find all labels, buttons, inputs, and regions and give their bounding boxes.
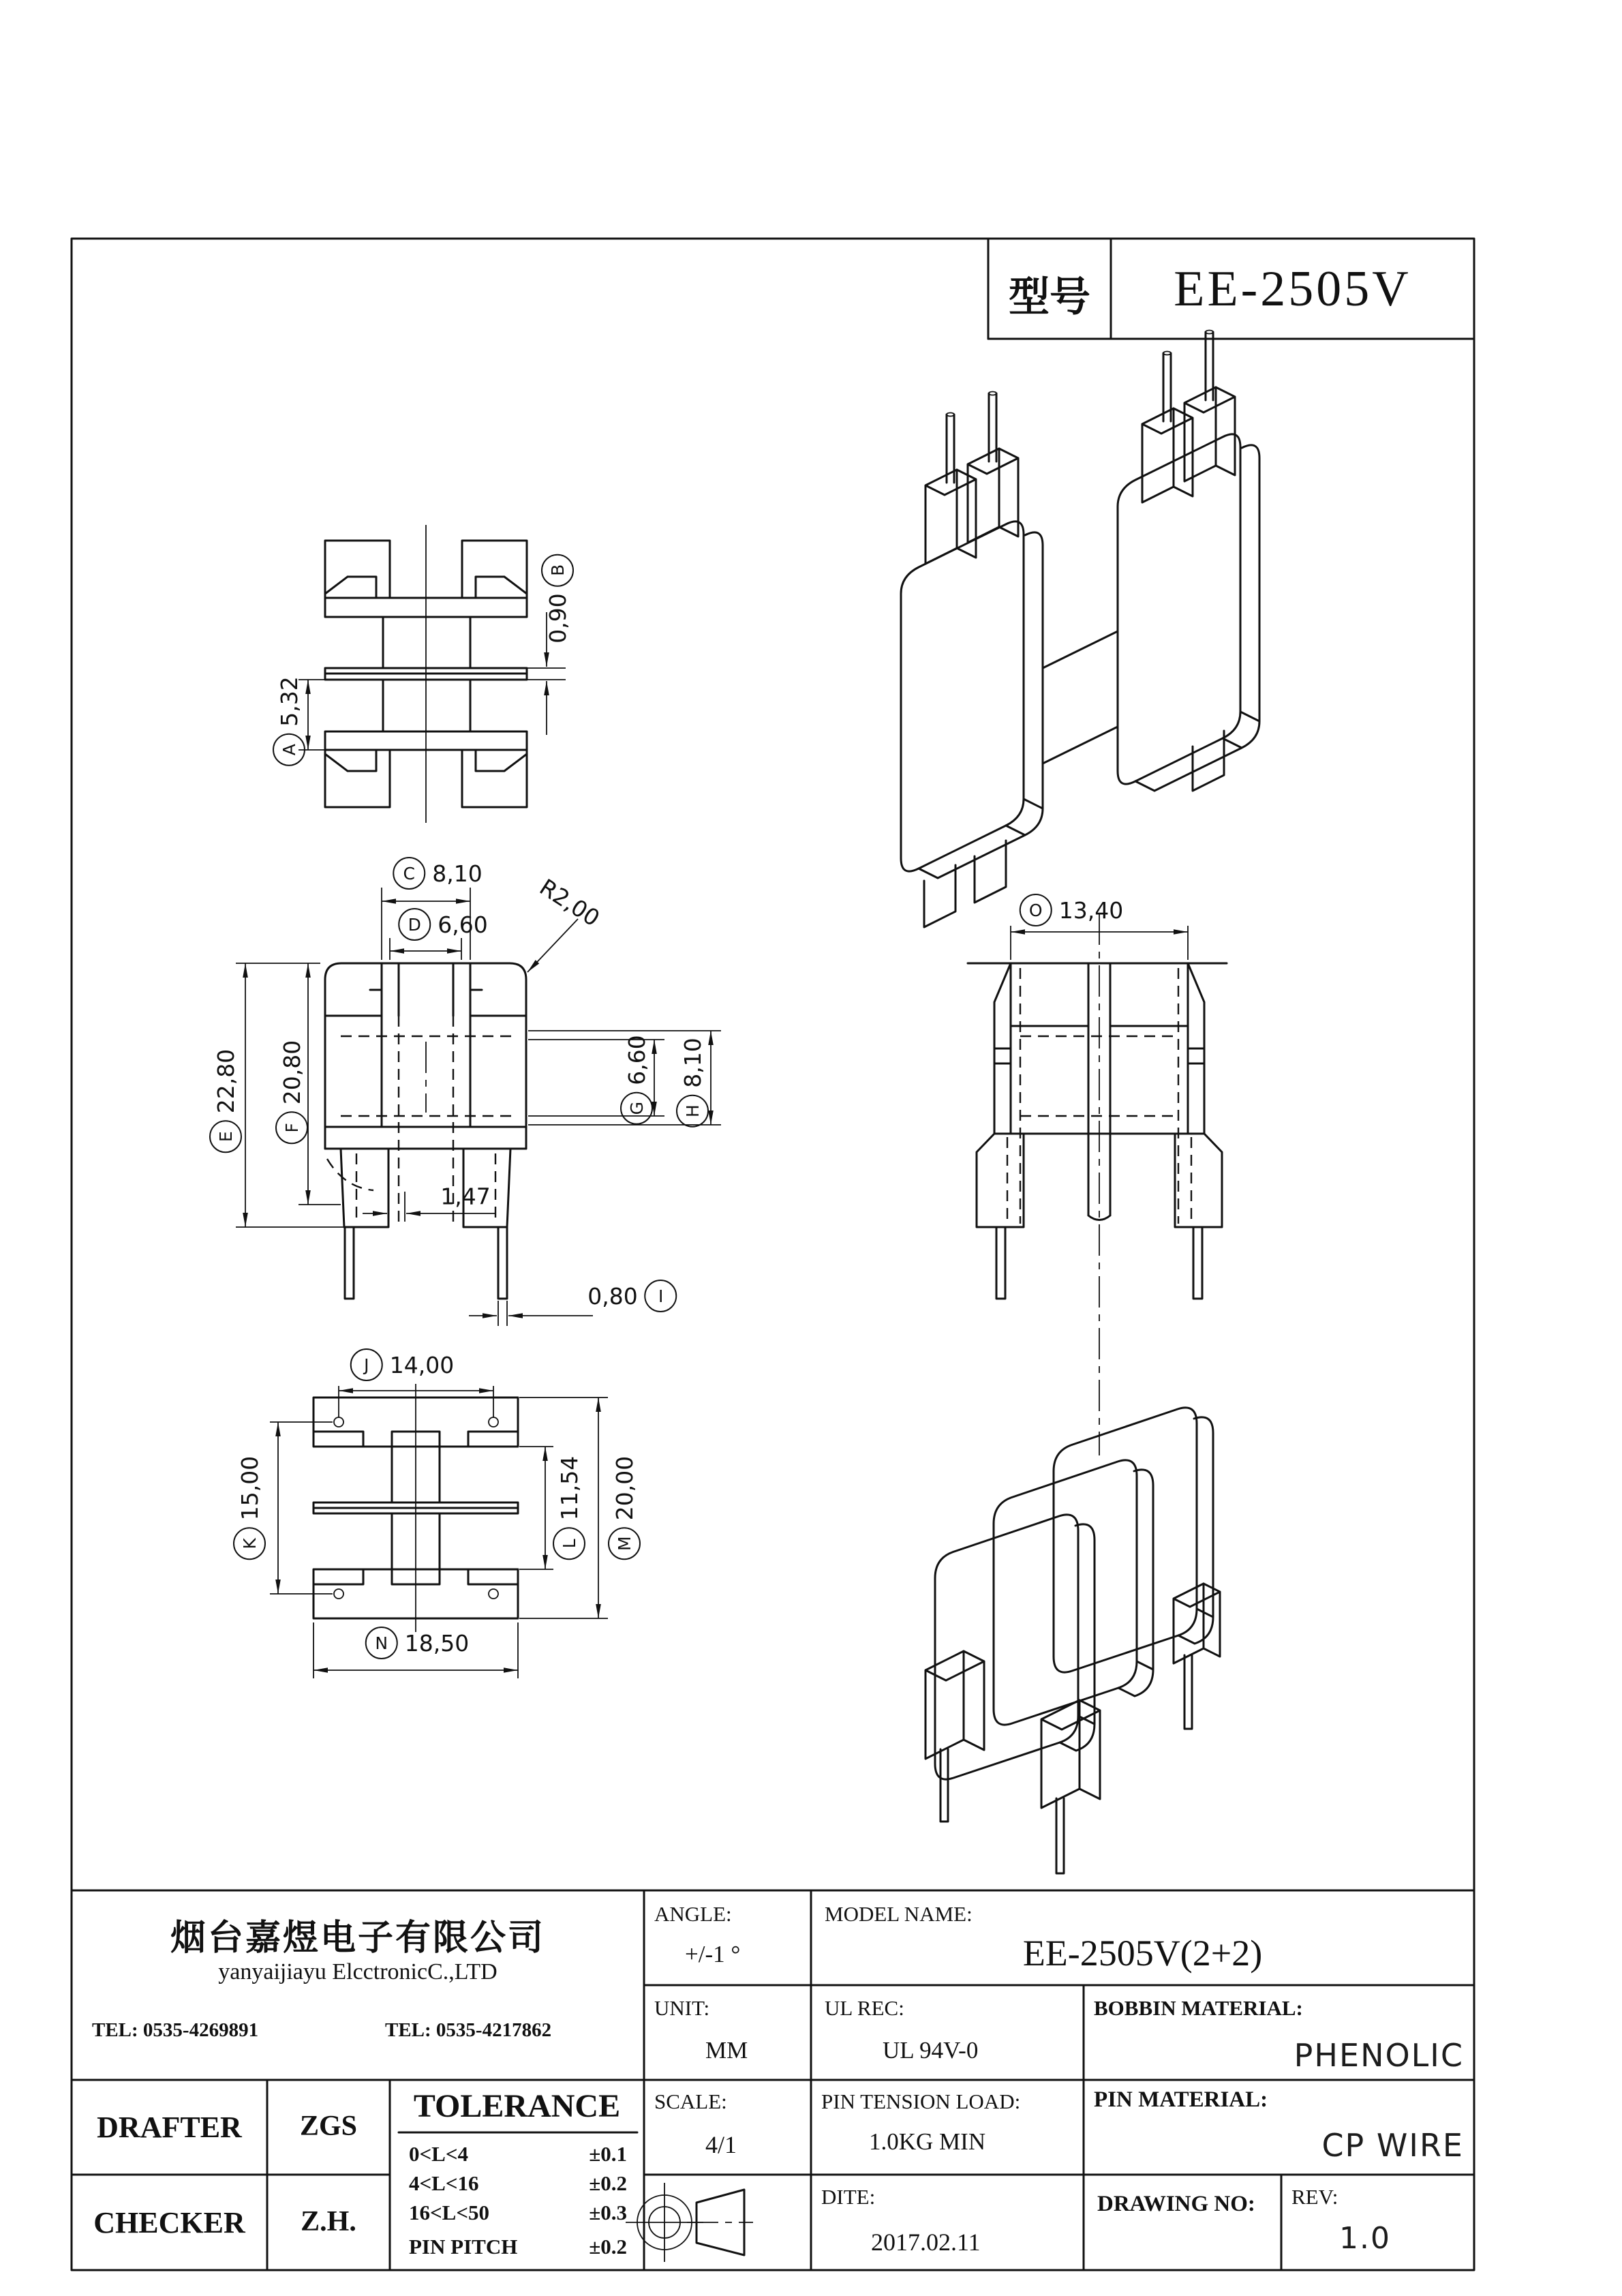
dim-a bbox=[273, 676, 305, 766]
rev-value: 1.0 bbox=[1339, 2221, 1391, 2256]
ref-circle-n: N bbox=[365, 1627, 398, 1659]
dim-value-o: 13,40 bbox=[1058, 896, 1124, 924]
side-view bbox=[968, 913, 1227, 1455]
tolerance-row bbox=[409, 2171, 627, 2196]
dim-d bbox=[398, 908, 487, 941]
dim-value-e: 22,80 bbox=[212, 1048, 239, 1114]
dim-c bbox=[393, 857, 482, 890]
part-no-label: 型号 bbox=[1009, 274, 1090, 320]
scale-label: SCALE: bbox=[654, 2089, 727, 2113]
pin-material-label: PIN MATERIAL: bbox=[1094, 2087, 1268, 2112]
iso-lower-pin-blocks bbox=[925, 1584, 1220, 1873]
ref-circle-j: J bbox=[350, 1348, 383, 1381]
company-name-cn: 烟台嘉煜电子有限公司 bbox=[170, 1918, 545, 1958]
rev-label: REV: bbox=[1291, 2185, 1338, 2209]
tolerance-value: ±0.3 bbox=[589, 2201, 627, 2224]
dim-i bbox=[587, 1280, 677, 1312]
dim-k bbox=[233, 1456, 266, 1560]
tolerance-row bbox=[409, 2201, 627, 2225]
drafter-label: DRAFTER bbox=[97, 2111, 242, 2144]
ref-circle-m: M bbox=[608, 1527, 641, 1560]
ref-circle-e: E bbox=[209, 1120, 242, 1153]
ref-circle-g: G bbox=[620, 1092, 653, 1125]
dim-value-g: 6,60 bbox=[623, 1035, 650, 1085]
drawing-no-label: DRAWING NO: bbox=[1097, 2192, 1255, 2216]
unit-label: UNIT: bbox=[654, 1996, 710, 2020]
tolerance-row bbox=[409, 2235, 627, 2259]
iso-view-lower bbox=[925, 1408, 1220, 1873]
model-name-label: MODEL NAME: bbox=[825, 1902, 973, 1926]
dim-value-i: 0,80 bbox=[587, 1282, 638, 1310]
dim-n bbox=[365, 1627, 469, 1659]
tolerance-value: ±0.1 bbox=[589, 2142, 627, 2166]
dim-g bbox=[620, 1035, 653, 1124]
dim-value-b: 0,90 bbox=[544, 593, 571, 644]
dim-m bbox=[608, 1456, 641, 1560]
ref-circle-k: K bbox=[233, 1527, 266, 1560]
tolerance-range: 4<L<16 bbox=[409, 2171, 479, 2195]
date-value: 2017.02.11 bbox=[871, 2229, 981, 2256]
dim-value-a: 5,32 bbox=[275, 676, 303, 727]
ref-circle-f: F bbox=[275, 1111, 308, 1144]
bobbin-material-value: PHENOLIC bbox=[1294, 2037, 1464, 2074]
dim-h bbox=[676, 1038, 709, 1127]
dim-j bbox=[350, 1348, 454, 1381]
ref-circle-b: B bbox=[541, 554, 574, 586]
ref-circle-i: I bbox=[645, 1280, 677, 1312]
ref-circle-d: D bbox=[398, 908, 431, 941]
ref-circle-l: L bbox=[553, 1527, 585, 1560]
company-tel-1: TEL: 0535-4269891 bbox=[92, 2019, 259, 2041]
dim-value-radius: R2,00 bbox=[534, 873, 605, 932]
dim-b bbox=[541, 554, 574, 643]
checker-label: CHECKER bbox=[93, 2206, 245, 2239]
tolerance-row bbox=[409, 2142, 627, 2166]
ref-circle-h: H bbox=[676, 1095, 709, 1128]
ref-circle-a: A bbox=[273, 734, 305, 766]
part-no-value: EE-2505V bbox=[1174, 261, 1411, 317]
dim-value-f: 20,80 bbox=[278, 1040, 305, 1105]
dim-value-d: 6,60 bbox=[438, 911, 488, 938]
company-tel-2: TEL: 0535-4217862 bbox=[385, 2019, 552, 2041]
iso-upper-pin-blocks bbox=[925, 331, 1235, 564]
dim-l bbox=[553, 1456, 585, 1560]
scale-value: 4/1 bbox=[705, 2131, 737, 2158]
dim-value-k: 15,00 bbox=[236, 1455, 263, 1521]
date-label: DITE: bbox=[821, 2185, 876, 2209]
dim-value-n: 18,50 bbox=[404, 1629, 470, 1657]
pin-material-value: CP WIRE bbox=[1321, 2127, 1464, 2164]
dim-value-m: 20,00 bbox=[611, 1455, 638, 1521]
tolerance-range: 0<L<4 bbox=[409, 2142, 469, 2166]
ul-rec-label: UL REC: bbox=[825, 1996, 904, 2020]
dim-value-j: 14,00 bbox=[389, 1351, 455, 1378]
dim-f bbox=[275, 1040, 308, 1144]
pin-tension-value: 1.0KG MIN bbox=[869, 2128, 986, 2155]
tolerance-value: ±0.2 bbox=[589, 2171, 627, 2195]
dim-value-c: 8,10 bbox=[432, 860, 483, 887]
tolerance-range: 16<L<50 bbox=[409, 2201, 490, 2224]
iso-view-upper bbox=[901, 331, 1259, 928]
angle-value: +/-1 ° bbox=[685, 1941, 741, 1967]
unit-value: MM bbox=[705, 2037, 748, 2064]
dim-value-l: 11,54 bbox=[555, 1455, 583, 1521]
checker-value: Z.H. bbox=[301, 2206, 356, 2237]
angle-label: ANGLE: bbox=[654, 1902, 732, 1926]
top-view bbox=[299, 525, 566, 823]
ref-circle-c: C bbox=[393, 857, 425, 890]
bobbin-material-label: BOBBIN MATERIAL: bbox=[1094, 1996, 1303, 2020]
company-name-en: yanyaijiayu ElcctronicC.,LTD bbox=[218, 1959, 498, 1984]
ref-circle-o: O bbox=[1020, 894, 1052, 926]
tolerance-title: TOLERANCE bbox=[413, 2088, 621, 2124]
dim-e bbox=[209, 1049, 242, 1153]
tolerance-range: PIN PITCH bbox=[409, 2235, 518, 2259]
tolerance-value: ±0.2 bbox=[589, 2235, 627, 2259]
drafter-value: ZGS bbox=[299, 2111, 358, 2142]
dim-slot bbox=[440, 1183, 490, 1210]
dim-value-h: 8,10 bbox=[679, 1038, 706, 1088]
dim-o bbox=[1020, 894, 1123, 926]
model-name-value: EE-2505V(2+2) bbox=[1022, 1933, 1263, 1974]
pin-tension-label: PIN TENSION LOAD: bbox=[821, 2089, 1021, 2113]
dim-value-slot: 1,47 bbox=[440, 1183, 491, 1210]
ul-rec-value: UL 94V-0 bbox=[883, 2037, 979, 2064]
